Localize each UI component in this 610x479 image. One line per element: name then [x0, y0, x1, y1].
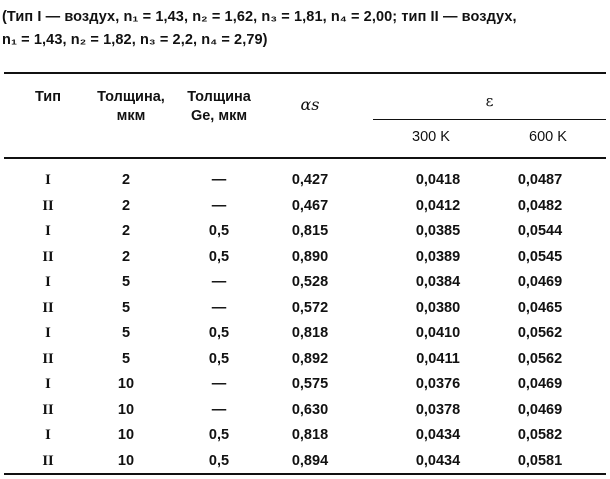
table-row [0, 168, 610, 194]
cell-type: II [42, 299, 54, 316]
cell-epsilon-600k: 0,0469 [517, 274, 563, 290]
cell-type: I [45, 325, 51, 341]
header-600k: 600 K [529, 129, 567, 145]
cell-ge-thickness: 0,5 [208, 350, 230, 367]
bottom-rule [4, 473, 606, 475]
caption-line-1: (Тип I — воздух, n₁ = 1,43, n₂ = 1,62, n₃ = 1,81, n₄ = 2,00; тип II — воздух, [2, 9, 517, 25]
cell-thickness: 10 [117, 376, 135, 392]
cell-thickness: 2 [121, 223, 131, 239]
cell-type: II [42, 452, 54, 469]
cell-alpha: 0,467 [291, 197, 329, 214]
header-epsilon: ε [485, 92, 494, 110]
cell-alpha: 0,528 [291, 274, 329, 290]
cell-ge-thickness: 0,5 [208, 427, 230, 443]
table-row [0, 245, 610, 271]
header-thickness [90, 88, 172, 126]
table-row [0, 270, 610, 296]
cell-epsilon-600k: 0,0482 [517, 197, 563, 214]
cell-ge-thickness: 0,5 [208, 248, 230, 265]
cell-alpha: 0,630 [291, 401, 329, 418]
table-caption [2, 6, 608, 52]
table-body [0, 168, 610, 474]
cell-epsilon-300k: 0,0389 [415, 248, 461, 265]
cell-epsilon-300k: 0,0384 [415, 274, 461, 290]
header-rule [4, 157, 606, 159]
cell-epsilon-600k: 0,0545 [517, 248, 563, 265]
cell-alpha: 0,890 [291, 248, 329, 265]
table-row [0, 321, 610, 347]
table-row [0, 296, 610, 322]
cell-epsilon-300k: 0,0434 [415, 452, 461, 469]
cell-epsilon-600k: 0,0581 [517, 452, 563, 469]
table-row [0, 347, 610, 373]
cell-epsilon-300k: 0,0412 [415, 197, 461, 214]
header-thickness-line1: Толщина, [97, 89, 165, 105]
cell-type: I [45, 376, 51, 392]
header-300k: 300 K [412, 129, 450, 145]
cell-type: I [45, 427, 51, 443]
header-ge-thickness [178, 88, 260, 126]
cell-epsilon-600k: 0,0562 [517, 325, 563, 341]
header-ge-line1: Толщина [187, 89, 251, 105]
cell-type: I [45, 274, 51, 290]
cell-alpha: 0,818 [291, 325, 329, 341]
table-row [0, 449, 610, 475]
cell-ge-thickness: — [211, 197, 227, 214]
table-row [0, 423, 610, 449]
cell-epsilon-300k: 0,0385 [415, 223, 461, 239]
cell-epsilon-300k: 0,0378 [415, 401, 461, 418]
cell-thickness: 10 [117, 401, 135, 418]
cell-thickness: 5 [121, 350, 131, 367]
header-type: Тип [35, 89, 61, 105]
cell-thickness: 2 [121, 197, 131, 214]
cell-ge-thickness: — [211, 376, 227, 392]
cell-epsilon-300k: 0,0410 [415, 325, 461, 341]
cell-type: II [42, 248, 54, 265]
caption-line-2: n₁ = 1,43, n₂ = 1,82, n₃ = 2,2, n₄ = 2,79) [2, 32, 268, 48]
header-thickness-line2: мкм [116, 108, 146, 124]
header-alpha: αs [300, 95, 320, 114]
cell-ge-thickness: — [211, 299, 227, 316]
cell-alpha: 0,894 [291, 452, 329, 469]
cell-epsilon-600k: 0,0465 [517, 299, 563, 316]
cell-thickness: 2 [121, 172, 131, 188]
cell-epsilon-300k: 0,0380 [415, 299, 461, 316]
cell-alpha: 0,427 [291, 172, 329, 188]
cell-alpha: 0,818 [291, 427, 329, 443]
cell-epsilon-600k: 0,0469 [517, 401, 563, 418]
cell-epsilon-300k: 0,0411 [416, 350, 460, 367]
cell-epsilon-600k: 0,0487 [517, 172, 563, 188]
cell-epsilon-600k: 0,0562 [517, 350, 563, 367]
cell-type: II [42, 350, 54, 367]
cell-thickness: 10 [117, 452, 135, 469]
cell-epsilon-600k: 0,0544 [517, 223, 563, 239]
cell-epsilon-300k: 0,0418 [415, 172, 461, 188]
cell-type: I [45, 223, 51, 239]
cell-alpha: 0,572 [291, 299, 329, 316]
cell-epsilon-600k: 0,0582 [517, 427, 563, 443]
cell-type: II [42, 197, 54, 214]
table-row [0, 372, 610, 398]
header-ge-line2: Ge, мкм [190, 108, 248, 124]
table-row [0, 219, 610, 245]
cell-type: II [42, 401, 54, 418]
cell-ge-thickness: — [211, 401, 227, 418]
cell-alpha: 0,815 [291, 223, 329, 239]
cell-thickness: 10 [117, 427, 135, 443]
cell-epsilon-300k: 0,0434 [415, 427, 461, 443]
cell-ge-thickness: 0,5 [208, 452, 230, 469]
cell-ge-thickness: — [211, 172, 227, 188]
epsilon-subrule [373, 119, 606, 120]
cell-thickness: 5 [121, 299, 131, 316]
cell-epsilon-300k: 0,0376 [415, 376, 461, 392]
cell-ge-thickness: — [211, 274, 227, 290]
cell-thickness: 5 [121, 325, 131, 341]
cell-ge-thickness: 0,5 [208, 223, 230, 239]
cell-type: I [45, 172, 51, 188]
table-row [0, 194, 610, 220]
cell-thickness: 2 [121, 248, 131, 265]
cell-thickness: 5 [121, 274, 131, 290]
cell-epsilon-600k: 0,0469 [517, 376, 563, 392]
cell-alpha: 0,575 [291, 376, 329, 392]
top-rule [4, 72, 606, 74]
table-row [0, 398, 610, 424]
cell-ge-thickness: 0,5 [208, 325, 230, 341]
cell-alpha: 0,892 [291, 350, 329, 367]
